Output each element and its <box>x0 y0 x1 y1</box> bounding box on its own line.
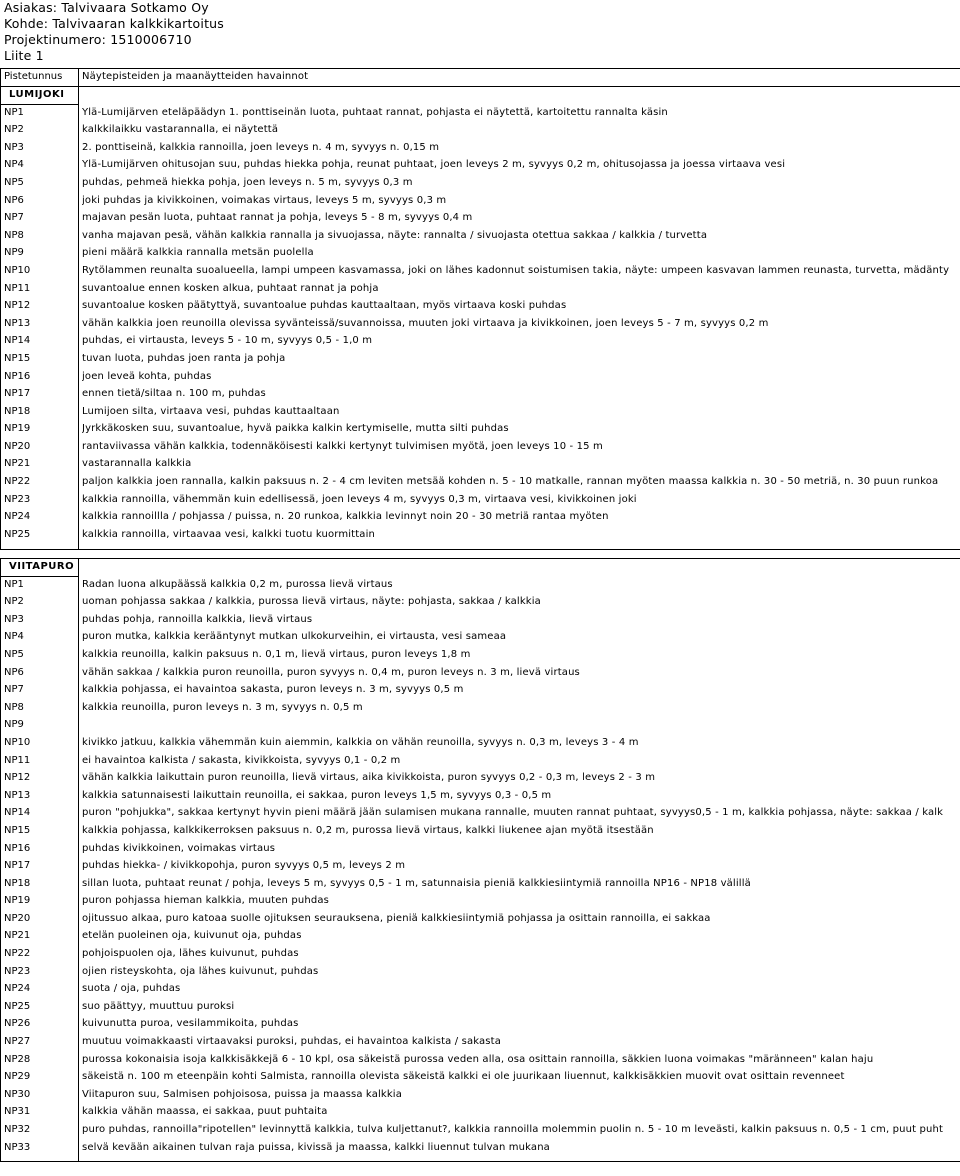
point-id-cell: NP13 <box>4 317 31 329</box>
table-header <box>0 68 960 86</box>
table-row <box>0 593 960 611</box>
table-row <box>0 752 960 770</box>
table-row <box>0 368 960 386</box>
point-id-cell: NP10 <box>4 264 31 276</box>
table-row <box>0 998 960 1016</box>
point-id-cell: NP24 <box>4 983 31 995</box>
table-row <box>0 769 960 787</box>
point-id-cell: NP18 <box>4 877 31 889</box>
table-row <box>0 716 960 734</box>
observation-cell: majavan pesän luota, puhtaat rannat ja pohja, leveys 5 - 8 m, syvyys 0,4 m <box>82 212 473 224</box>
section-top-rule <box>0 86 960 87</box>
observation-cell: ojitussuo alkaa, puro katoaa suolle ojituksen seurauksena, pieniä kalkkiesiintymiä pohjassa ja osittain rannoilla, ei sakkaa <box>82 912 711 924</box>
point-id-cell: NP29 <box>4 1071 31 1083</box>
table-row <box>0 910 960 928</box>
point-id-cell: NP20 <box>4 440 31 452</box>
observation-cell: ojien risteyskohta, oja lähes kuivunut, puhdas <box>82 965 319 977</box>
point-id-cell: NP23 <box>4 965 31 977</box>
point-id-cell: NP7 <box>4 212 24 224</box>
point-id-cell: NP28 <box>4 1053 31 1065</box>
table-row <box>0 297 960 315</box>
point-id-cell: NP8 <box>4 229 24 241</box>
table-row <box>0 192 960 210</box>
observation-cell: puro puhdas, rannoilla"ripotellen" levinnyttä kalkkia, tulva kuljettanut?, kalkkia rannoilla molemmin puolin n. 5 - 10 m leveästi, kalkin paksuus n. 0,5 - 1 cm, puut puht <box>82 1124 944 1135</box>
section-viitapuro <box>0 558 960 1162</box>
table-row <box>0 945 960 963</box>
table-row <box>0 455 960 473</box>
column-divider <box>78 558 79 1162</box>
point-id-cell: NP17 <box>4 388 31 400</box>
observation-cell: Ylä-Lumijärven eteläpäädyn 1. ponttiseinän luota, puhtaat rannat, pohjasta ei näytettä, kartoitettu rannalta käsin <box>82 106 668 118</box>
observation-cell: puhdas kivikkoinen, voimakas virtaus <box>82 842 276 854</box>
observation-cell: kalkkia rannoilla, vähemmän kuin edellisessä, joen leveys 4 m, syvyys 0,3 m, virtaava vesi, kivikkoinen joki <box>82 493 637 505</box>
point-id-cell: NP30 <box>4 1088 31 1100</box>
observation-cell: kivikko jatkuu, kalkkia vähemmän kuin aiemmin, kalkkia on vähän reunoilla, syvyys n. 0,3 m, leveys 3 - 4 m <box>82 736 639 748</box>
table-row <box>0 1033 960 1051</box>
point-id-cell: NP8 <box>4 701 24 713</box>
target-line: Kohde: Talvivaaran kalkkikartoitus <box>4 16 225 31</box>
section-lumijoki <box>0 86 960 550</box>
table-row <box>0 139 960 157</box>
observation-cell: joki puhdas ja kivikkoinen, voimakas virtaus, leveys 5 m, syvyys 0,3 m <box>82 194 447 206</box>
point-id-cell: NP15 <box>4 352 31 364</box>
observation-cell: kalkkia rannoillla / pohjassa / puissa, n. 20 runkoa, kalkkia levinnyt noin 20 - 30 metriä rantaa myöten <box>82 511 609 523</box>
point-id-cell: NP21 <box>4 930 31 942</box>
table-row <box>0 1015 960 1033</box>
table-row <box>0 963 960 981</box>
observation-cell: kalkkia satunnaisesti laikuttain reunoilla, ei sakkaa, puron leveys 1,5 m, syvyys 0,3 - 0,5 m <box>82 789 552 801</box>
point-id-cell: NP4 <box>4 631 24 643</box>
table-row <box>0 473 960 491</box>
point-id-cell: NP21 <box>4 458 31 470</box>
observation-cell: pohjoispuolen oja, lähes kuivunut, puhdas <box>82 948 299 960</box>
section-title: LUMIJOKI <box>9 89 65 100</box>
observation-cell: kalkkia reunoilla, kalkin paksuus n. 0,1 m, lievä virtaus, puron leveys 1,8 m <box>82 648 471 660</box>
observation-cell: ennen tietä/siltaa n. 100 m, puhdas <box>82 388 266 400</box>
table-row <box>0 438 960 456</box>
point-id-cell: NP22 <box>4 476 31 488</box>
observation-cell: puhdas, ei virtausta, leveys 5 - 10 m, syvyys 0,5 - 1,0 m <box>82 335 373 347</box>
table-row <box>0 262 960 280</box>
table-row <box>0 508 960 526</box>
section-bottom-rule <box>0 1161 960 1162</box>
point-id-cell: NP7 <box>4 684 24 696</box>
table-row <box>0 280 960 298</box>
point-id-cell: NP2 <box>4 124 24 136</box>
document-header <box>4 0 954 64</box>
observation-cell: vähän kalkkia joen reunoilla olevissa syvänteissä/suvannoissa, muuten joki virtaava ja kivikkoinen, joen leveys 5 - 7 m, syvyys 0,2 m <box>82 317 769 329</box>
table-row <box>0 526 960 544</box>
observation-cell: muutuu voimakkaasti virtaavaksi puroksi, puhdas, ei havaintoa kalkista / sakasta <box>82 1036 502 1048</box>
table-row <box>0 576 960 594</box>
point-id-cell: NP1 <box>4 106 24 118</box>
point-id-cell: NP19 <box>4 423 31 435</box>
table-row <box>0 1068 960 1086</box>
table-row <box>0 892 960 910</box>
point-id-cell: NP5 <box>4 176 24 188</box>
point-id-cell: NP25 <box>4 1000 31 1012</box>
point-id-cell: NP14 <box>4 335 31 347</box>
point-id-cell: NP6 <box>4 666 24 678</box>
appendix-line: Liite 1 <box>4 48 44 63</box>
table-row <box>0 174 960 192</box>
table-row <box>0 332 960 350</box>
point-id-cell: NP33 <box>4 1141 31 1153</box>
table-row <box>0 875 960 893</box>
section-title-rule <box>0 104 78 105</box>
observation-cell: vähän sakkaa / kalkkia puron reunoilla, puron syvyys n. 0,4 m, puron leveys n. 3 m, lievä virtaus <box>82 666 580 678</box>
observation-cell: puron mutka, kalkkia kerääntynyt mutkan ulkokurveihin, ei virtausta, vesi sameaa <box>82 631 507 643</box>
header-top-rule <box>0 68 960 69</box>
section-bottom-rule <box>0 549 960 550</box>
column-header-observations: Näytepisteiden ja maanäytteiden havainnot <box>82 71 309 82</box>
observation-cell: pieni määrä kalkkia rannalla metsän puolella <box>82 247 314 259</box>
table-row <box>0 927 960 945</box>
point-id-cell: NP27 <box>4 1036 31 1048</box>
table-row <box>0 699 960 717</box>
observation-cell: uoman pohjassa sakkaa / kalkkia, purossa lievä virtaus, näyte: pohjasta, sakkaa / kalkkia <box>82 596 541 608</box>
table-header-row <box>0 68 960 86</box>
project-number-line: Projektinumero: 1510006710 <box>4 32 192 47</box>
observation-cell: kalkkia rannoilla, virtaavaa vesi, kalkki tuotu kuormittain <box>82 528 376 540</box>
observation-cell: purossa kokonaisia isoja kalkkisäkkejä 6 - 10 kpl, osa säkeistä purossa veden alla, osa osittain rannoilla, säkkien luona voimakas "märänneen" kalan haju <box>82 1053 874 1065</box>
table-row <box>0 104 960 122</box>
point-id-cell: NP20 <box>4 912 31 924</box>
table-row <box>0 350 960 368</box>
observation-cell: puhdas pohja, rannoilla kalkkia, lievä virtaus <box>82 613 313 625</box>
table-row <box>0 628 960 646</box>
observation-cell: Jyrkkäkosken suu, suvantoalue, hyvä paikka kalkin kertymiselle, mutta silti puhdas <box>82 423 509 435</box>
observation-cell: suvantoalue kosken päätyttyä, suvantoalue puhdas kauttaaltaan, myös virtaava koski puhdas <box>82 300 567 312</box>
point-id-cell: NP6 <box>4 194 24 206</box>
point-id-cell: NP3 <box>4 613 24 625</box>
table-row <box>0 1086 960 1104</box>
point-id-cell: NP10 <box>4 736 31 748</box>
observation-cell: rantaviivassa vähän kalkkia, todennäköisesti kalkki kertynyt tulvimisen myötä, joen leveys 10 - 15 m <box>82 440 603 452</box>
observation-cell: paljon kalkkia joen rannalla, kalkin paksuus n. 2 - 4 cm leviten metsää kohden n. 5 - 10 matkalle, rannan myöten maassa kalkkia n. 30 - 50 metriä, n. 30 puun runkoa <box>82 476 939 488</box>
observation-cell: Ylä-Lumijärven ohitusojan suu, puhdas hiekka pohja, reunat puhtaat, joen leveys 2 m, syvyys 0,2 m, ohitusojassa ja joessa virtaava vesi <box>82 159 786 171</box>
column-divider <box>0 558 1 1162</box>
observation-cell: kuivunutta puroa, vesilammikoita, puhdas <box>82 1018 299 1030</box>
column-divider <box>78 68 79 86</box>
observation-cell: puron pohjassa hieman kalkkia, muuten puhdas <box>82 895 329 907</box>
point-id-cell: NP2 <box>4 596 24 608</box>
table-row <box>0 491 960 509</box>
column-divider <box>0 86 1 550</box>
observation-cell: puron "pohjukka", sakkaa kertynyt hyvin pieni määrä jään sulamisen mukana rannalle, muuten rannat puhtaat, syvyys0,5 - 1 m, kalkkia pohjassa, näyte: sakkaa / kalk <box>82 807 944 819</box>
table-row <box>0 156 960 174</box>
observation-cell: Radan luona alkupäässä kalkkia 0,2 m, purossa lievä virtaus <box>82 578 393 590</box>
observation-cell: Rytölammen reunalta suoalueella, lampi umpeen kasvamassa, joki on lähes kadonnut soistumisen takia, näyte: umpeen kasvavan lammen reunasta, turvetta, mädänty <box>82 264 950 276</box>
table-row <box>0 822 960 840</box>
point-id-cell: NP3 <box>4 141 24 153</box>
point-id-cell: NP12 <box>4 772 31 784</box>
observation-cell: suota / oja, puhdas <box>82 983 181 995</box>
table-row <box>0 664 960 682</box>
observation-cell: sillan luota, puhtaat reunat / pohja, leveys 5 m, syvyys 0,5 - 1 m, satunnaisia pieniä kalkkiesiintymiä rannoilla NP16 - NP18 välillä <box>82 877 751 889</box>
column-header-point-id: Pistetunnus <box>4 71 63 82</box>
point-id-cell: NP17 <box>4 860 31 872</box>
table-row <box>0 787 960 805</box>
point-id-cell: NP31 <box>4 1106 31 1118</box>
table-row <box>0 681 960 699</box>
observation-cell: kalkkilaikku vastarannalla, ei näytettä <box>82 124 279 136</box>
table-row <box>0 1103 960 1121</box>
table-row <box>0 611 960 629</box>
point-id-cell: NP11 <box>4 282 31 294</box>
table-row <box>0 734 960 752</box>
section-title-row <box>0 558 960 576</box>
observation-cell: 2. ponttiseinä, kalkkia rannoilla, joen leveys n. 4 m, syvyys n. 0,15 m <box>82 141 440 153</box>
observation-cell: suvantoalue ennen kosken alkua, puhtaat rannat ja pohja <box>82 282 379 294</box>
observation-cell: suo päättyy, muuttuu puroksi <box>82 1000 235 1012</box>
observation-cell: Lumijoen silta, virtaava vesi, puhdas kauttaaltaan <box>82 405 340 417</box>
point-id-cell: NP1 <box>4 578 24 590</box>
observation-cell: kalkkia pohjassa, kalkkikerroksen paksuus n. 0,2 m, purossa lievä virtaus, kalkki liukenee ajan myötä itsestään <box>82 824 654 836</box>
table-row <box>0 840 960 858</box>
point-id-cell: NP9 <box>4 719 24 731</box>
point-id-cell: NP22 <box>4 948 31 960</box>
table-row <box>0 804 960 822</box>
table-row <box>0 315 960 333</box>
section-title-row <box>0 86 960 104</box>
point-id-cell: NP9 <box>4 247 24 259</box>
column-divider <box>0 68 1 86</box>
point-id-cell: NP25 <box>4 528 31 540</box>
observation-cell: säkeistä n. 100 m eteenpäin kohti Salmista, rannoilla olevista säkeistä kalkki ei ole juurikaan liuennut, kalkkisäkkien muovit ovat osittain revenneet <box>82 1071 845 1083</box>
observation-cell: tuvan luota, puhdas joen ranta ja pohja <box>82 352 286 364</box>
point-id-cell: NP13 <box>4 789 31 801</box>
observation-cell: selvä kevään aikainen tulvan raja puissa, kivissä ja maassa, kalkki liuennut tulvan mukana <box>82 1141 550 1153</box>
observation-cell: joen leveä kohta, puhdas <box>82 370 212 382</box>
table-row <box>0 857 960 875</box>
observation-cell: etelän puoleinen oja, kuivunut oja, puhdas <box>82 930 302 942</box>
table-row <box>0 1051 960 1069</box>
column-divider <box>78 86 79 550</box>
table-row <box>0 420 960 438</box>
point-id-cell: NP5 <box>4 648 24 660</box>
table-row <box>0 209 960 227</box>
point-id-cell: NP12 <box>4 300 31 312</box>
point-id-cell: NP4 <box>4 159 24 171</box>
observation-cell: kalkkia reunoilla, puron leveys n. 3 m, syvyys n. 0,5 m <box>82 701 363 713</box>
table-row <box>0 646 960 664</box>
table-row <box>0 121 960 139</box>
observation-cell: vanha majavan pesä, vähän kalkkia rannalla ja sivuojassa, näyte: rannalta / sivuojasta otettua sakkaa / kalkkia / turvetta <box>82 229 708 241</box>
observation-cell: kalkkia pohjassa, ei havaintoa sakasta, puron leveys n. 3 m, syvyys 0,5 m <box>82 684 464 696</box>
observation-cell: vastarannalla kalkkia <box>82 458 192 470</box>
observation-cell: puhdas hiekka- / kivikkopohja, puron syvyys 0,5 m, leveys 2 m <box>82 860 406 872</box>
table-row <box>0 403 960 421</box>
table-row <box>0 1121 960 1139</box>
section-top-rule <box>0 558 960 559</box>
point-id-cell: NP16 <box>4 842 31 854</box>
table-row <box>0 227 960 245</box>
point-id-cell: NP16 <box>4 370 31 382</box>
table-row <box>0 244 960 262</box>
point-id-cell: NP32 <box>4 1124 31 1135</box>
table-row <box>0 1139 960 1157</box>
observation-cell: puhdas, pehmeä hiekka pohja, joen leveys n. 5 m, syvyys 0,3 m <box>82 176 413 188</box>
point-id-cell: NP11 <box>4 754 31 766</box>
point-id-cell: NP18 <box>4 405 31 417</box>
section-title-rule <box>0 576 78 577</box>
observation-cell: ei havaintoa kalkista / sakasta, kivikkoista, syvyys 0,1 - 0,2 m <box>82 754 401 766</box>
observation-cell: Viitapuron suu, Salmisen pohjoisosa, puissa ja maassa kalkkia <box>82 1088 402 1100</box>
table-row <box>0 385 960 403</box>
observation-cell: vähän kalkkia laikuttain puron reunoilla, lievä virtaus, aika kivikkoista, puron syvyys 0,2 - 0,3 m, leveys 2 - 3 m <box>82 772 656 784</box>
client-line: Asiakas: Talvivaara Sotkamo Oy <box>4 0 209 15</box>
point-id-cell: NP26 <box>4 1018 31 1030</box>
point-id-cell: NP24 <box>4 511 31 523</box>
section-title: VIITAPURO <box>9 561 75 572</box>
table-row <box>0 980 960 998</box>
point-id-cell: NP23 <box>4 493 31 505</box>
point-id-cell: NP19 <box>4 895 31 907</box>
point-id-cell: NP15 <box>4 824 31 836</box>
point-id-cell: NP14 <box>4 807 31 819</box>
observation-cell: kalkkia vähän maassa, ei sakkaa, puut puhtaita <box>82 1106 328 1118</box>
